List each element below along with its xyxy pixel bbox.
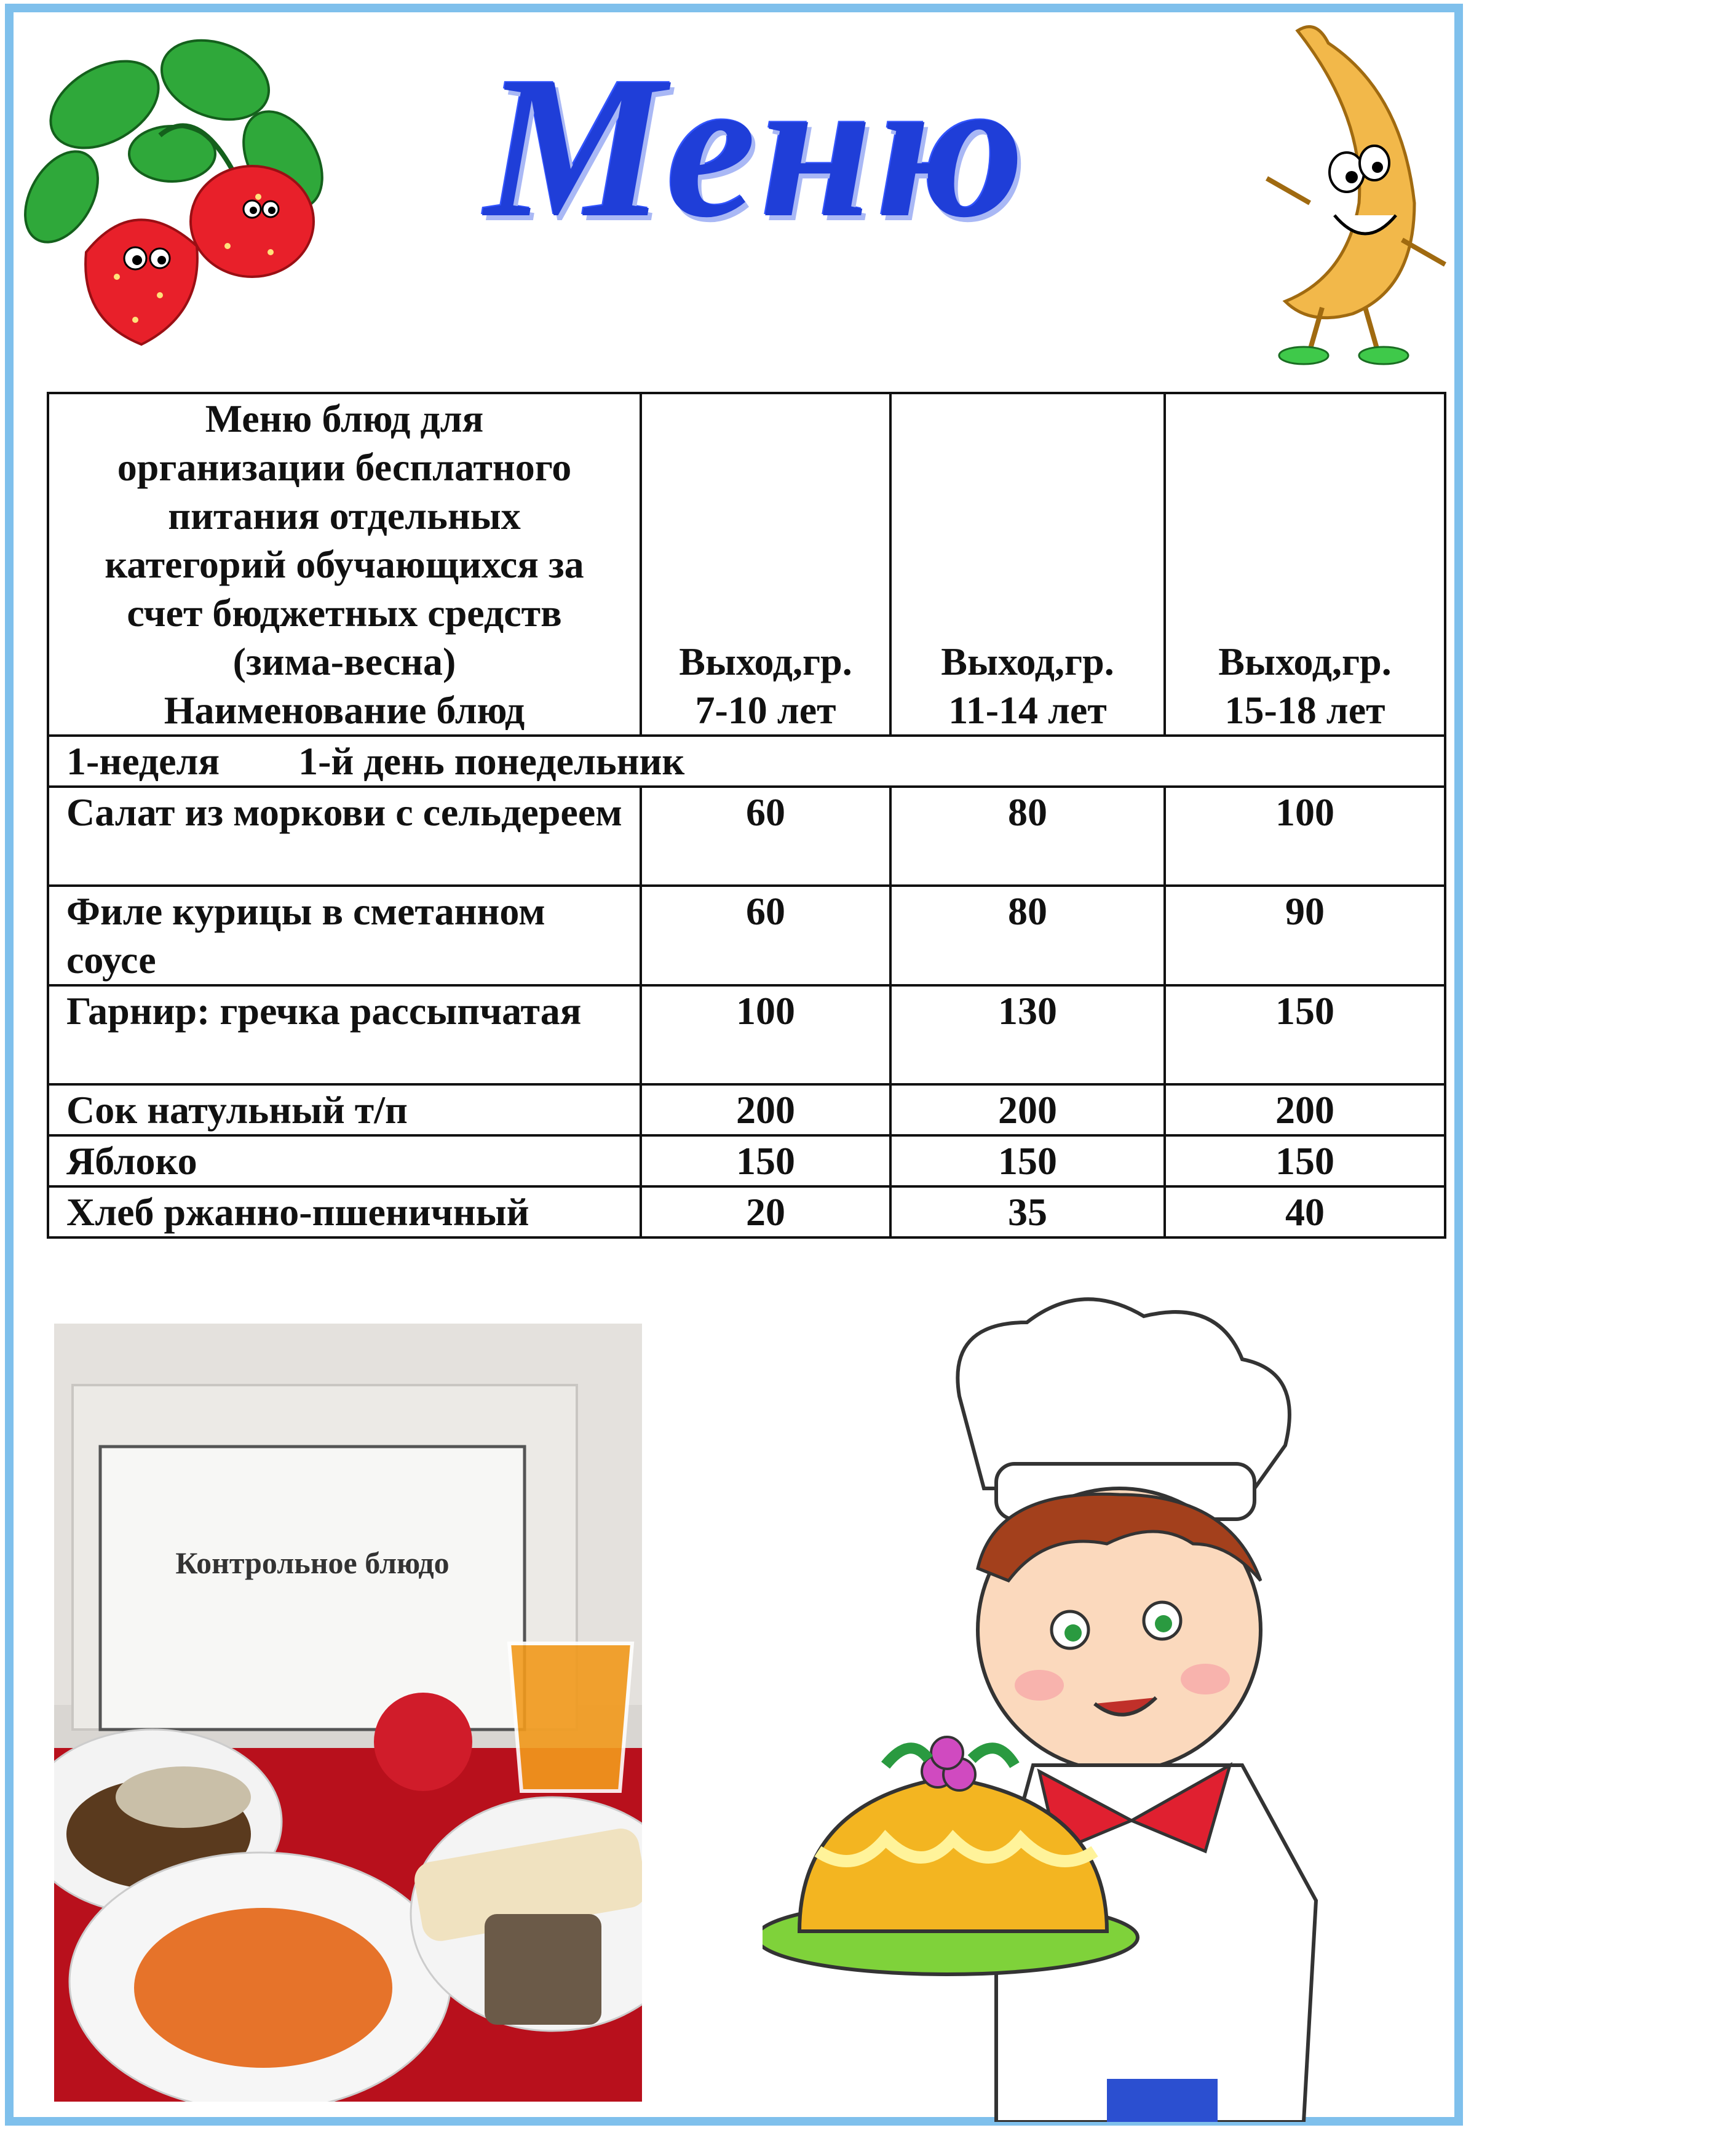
control-dish-photo [54,1324,642,2102]
yield-11-14: 130 [890,985,1165,1084]
yield-7-10: 200 [641,1084,890,1135]
yield-7-10: 150 [641,1135,890,1186]
menu-table [47,392,1446,1239]
yield-15-18: 150 [1165,985,1445,1084]
table-header-row [48,393,1445,736]
header-col-15-18 [1165,393,1445,736]
yield-11-14: 35 [890,1186,1165,1237]
yield-15-18: 100 [1165,787,1445,886]
table-row [48,1186,1445,1237]
header-col-age: 15-18 лет [1224,688,1385,732]
header-col-age: 11-14 лет [948,688,1107,732]
table-row [48,1135,1445,1186]
header-line: категорий обучающихся за [105,542,584,586]
header-col-age: 7-10 лет [695,688,836,732]
week-row [48,736,1445,787]
header-line: счет бюджетных средств [127,591,562,635]
photo-sign-text: Контрольное блюдо [175,1546,450,1580]
dish-name: Хлеб ржанно-пшеничный [48,1186,641,1237]
page-title: Меню [485,35,1028,260]
header-col-label: Выход,гр. [679,640,852,683]
header-col-label: Выход,гр. [1218,640,1392,683]
dish-name: Салат из моркови с сельдереем [48,787,641,886]
yield-7-10: 20 [641,1186,890,1237]
header-col-label: Выход,гр. [941,640,1114,683]
strawberry-icon [12,12,357,357]
photo-illustration [54,1324,642,2102]
table-row [48,886,1445,985]
header-line: (зима-весна) [232,640,456,683]
header-line: Наименование блюд [164,688,525,732]
yield-7-10: 60 [641,787,890,886]
banana-icon [1242,18,1464,369]
yield-11-14: 80 [890,787,1165,886]
yield-15-18: 90 [1165,886,1445,985]
table-row [48,1084,1445,1135]
week-label: 1-неделя 1-й день понедельник [48,736,1445,787]
chef-icon [763,1285,1451,2122]
dish-name: Гарнир: гречка рассыпчатая [48,985,641,1084]
header-line: Меню блюд для [205,397,484,440]
yield-7-10: 100 [641,985,890,1084]
header-line: питания отдельных [168,494,521,538]
yield-15-18: 40 [1165,1186,1445,1237]
yield-11-14: 150 [890,1135,1165,1186]
table-row [48,787,1445,886]
dish-name: Яблоко [48,1135,641,1186]
header-col-11-14 [890,393,1165,736]
yield-11-14: 80 [890,886,1165,985]
header-dish-name [48,393,641,736]
table-row [48,985,1445,1084]
header-col-7-10 [641,393,890,736]
header-line: организации бесплатного [117,445,572,489]
yield-11-14: 200 [890,1084,1165,1135]
yield-15-18: 150 [1165,1135,1445,1186]
dish-name: Филе курицы в сметанном соусе [48,886,641,985]
yield-7-10: 60 [641,886,890,985]
yield-15-18: 200 [1165,1084,1445,1135]
dish-name: Сок натульный т/п [48,1084,641,1135]
